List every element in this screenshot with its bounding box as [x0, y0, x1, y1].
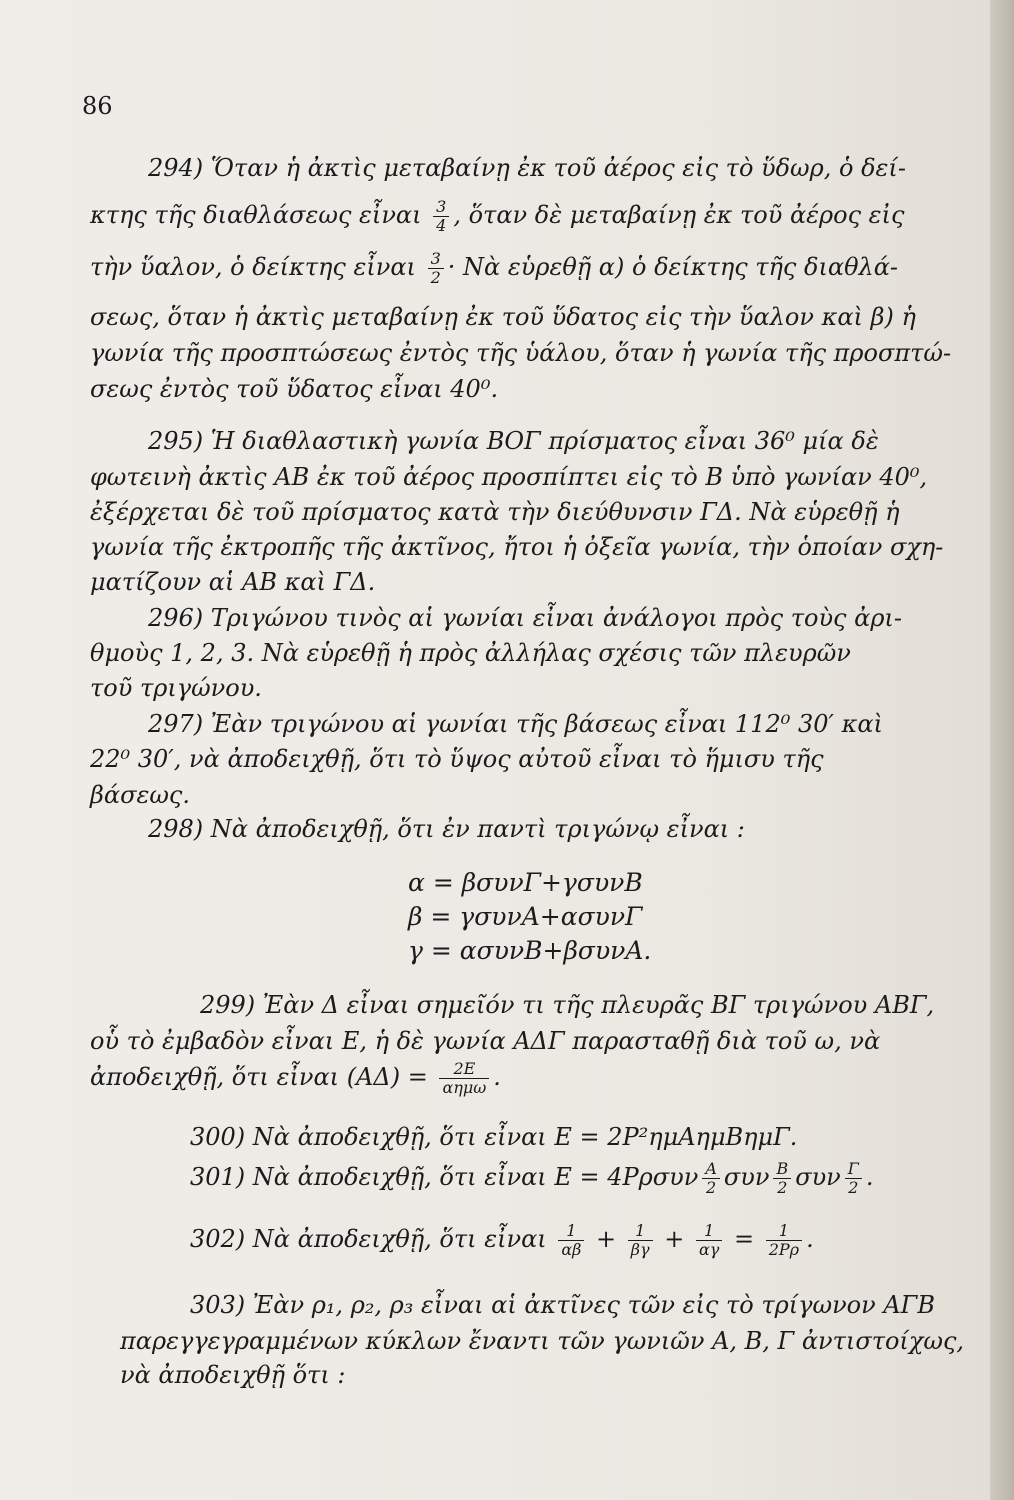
p297-line-3: βάσεως. [90, 781, 190, 809]
fraction-G-half: $\frac{\Gamma}{2}$ [845, 1160, 862, 1197]
p294-line-3: τὴν ὕαλον, ὁ δείκτης εἶναι $\frac{3}{2}$ · Νὰ εὑρεθῇ α) ὁ δείκτης τῆς διαθλά- [90, 249, 899, 287]
fraction-A-half: $\frac{A}{2}$ [702, 1160, 720, 1197]
p301-line: 301) Νὰ ἀποδειχθῇ, ὅτι εἶναι Ε = 4Ρρσυν $\frac{A}{2}$ συν $\frac{B}{2}$ συν $\frac{\Gamma}{2}$ . [190, 1159, 874, 1197]
p295-line-4: γωνία τῆς ἐκτροπῆς τῆς ἀκτῖνος, ἤτοι ἡ ὀξεῖα γωνία, τὴν ὁποίαν σχη- [90, 533, 944, 561]
p295-line-3: ἐξέρχεται δὲ τοῦ πρίσματος κατὰ τὴν διεύθυνσιν ΓΔ. Νὰ εὑρεθῇ ἡ [90, 498, 900, 526]
p303-line-1: 303) Ἐὰν ρ₁, ρ₂, ρ₃ εἶναι αἱ ἀκτῖνες τῶν εἰς τὸ τρίγωνον ΑΓΒ [190, 1291, 935, 1319]
fraction-1-over-bg: $\frac{1}{\beta\gamma}$ [628, 1222, 653, 1259]
fraction-1-over-ag: $\frac{1}{\alpha\gamma}$ [696, 1222, 722, 1259]
p296-line-2: θμοὺς 1, 2, 3. Νὰ εὑρεθῇ ἡ πρὸς ἀλλήλας σχέσις τῶν πλευρῶν [90, 639, 851, 667]
page-edge [990, 0, 1014, 1500]
p298-equation-3: γ = ασυνΒ+βσυνΑ. [408, 936, 652, 965]
p299-line-3: ἀποδειχθῇ, ὅτι εἶναι (ΑΔ) = $\frac{2E}{\text{αημω}}$ . [90, 1059, 501, 1097]
p294-line-6: σεως ἐντὸς τοῦ ὕδατος εἶναι 40⁰. [90, 375, 499, 403]
p303-line-2: παρεγγεγραμμένων κύκλων ἔναντι τῶν γωνιῶν Α, Β, Γ ἀντιστοίχως, [120, 1327, 965, 1355]
p294-line-5: γωνία τῆς προσπτώσεως ἐντὸς τῆς ὑάλου, ὅταν ἡ γωνία τῆς προσπτώ- [90, 339, 952, 367]
fraction-B-half: $\frac{B}{2}$ [773, 1160, 791, 1197]
p298-line-1: 298) Νὰ ἀποδειχθῇ, ὅτι ἐν παντὶ τριγώνῳ εἶναι : [148, 815, 745, 843]
p297-line-1: 297) Ἐὰν τριγώνου αἱ γωνίαι τῆς βάσεως εἶναι 112⁰ 30′ καὶ [148, 710, 883, 738]
p302-line: 302) Νὰ ἀποδειχθῇ, ὅτι εἶναι $\frac{1}{\alpha\beta}$ + $\frac{1}{\beta\gamma}$ + $\frac{1}{\alpha\gamma}$ = $\frac{1}{2P\rho}$ . [190, 1221, 814, 1259]
p303-line-3: νὰ ἀποδειχθῇ ὅτι : [120, 1361, 346, 1389]
p294-line-4: σεως, ὅταν ἡ ἀκτὶς μεταβαίνῃ ἐκ τοῦ ὕδατος εἰς τὴν ὕαλον καὶ β) ἡ [90, 303, 916, 331]
fraction-1-over-ab: $\frac{1}{\alpha\beta}$ [558, 1222, 584, 1259]
p298-equation-1: α = βσυνΓ+γσυνΒ [408, 868, 643, 897]
p294-line-2: κτης τῆς διαθλάσεως εἶναι $\frac{3}{4}$ , ὅταν δὲ μεταβαίνῃ ἐκ τοῦ ἀέρος εἰς [90, 197, 905, 235]
p295-line-1: 295) Ἡ διαθλαστικὴ γωνία ΒΟΓ πρίσματος εἶναι 36⁰ μία δὲ [148, 427, 879, 455]
fraction-1-over-2Pr: $\frac{1}{2P\rho}$ [766, 1222, 802, 1259]
p295-line-5: ματίζουν αἱ ΑΒ καὶ ΓΔ. [90, 568, 376, 596]
p299-line-2: οὗ τὸ ἐμβαδὸν εἶναι Ε, ἡ δὲ γωνία ΑΔΓ παρασταθῇ διὰ τοῦ ω, νὰ [90, 1027, 881, 1055]
p300-line: 300) Νὰ ἀποδειχθῇ, ὅτι εἶναι Ε = 2Ρ²ημΑημΒημΓ. [190, 1123, 798, 1151]
p295-line-2: φωτεινὴ ἀκτὶς ΑΒ ἐκ τοῦ ἀέρος προσπίπτει εἰς τὸ Β ὑπὸ γωνίαν 40⁰, [90, 463, 928, 491]
fraction-three-halves: $\frac{3}{2}$ [428, 250, 444, 287]
fraction-2E-over-eta: $\frac{2E}{\text{αημω}}$ [439, 1060, 489, 1097]
p294-line-1: 294) Ὅταν ἡ ἀκτὶς μεταβαίνῃ ἐκ τοῦ ἀέρος εἰς τὸ ὕδωρ, ὁ δεί- [148, 154, 906, 182]
fraction-three-quarters: $\frac{3}{4}$ [433, 198, 449, 235]
p296-line-3: τοῦ τριγώνου. [90, 674, 262, 702]
p297-line-2: 22⁰ 30′, νὰ ἀποδειχθῇ, ὅτι τὸ ὕψος αὐτοῦ εἶναι τὸ ἥμισυ τῆς [90, 745, 824, 773]
p298-equation-2: β = γσυνΑ+ασυνΓ [408, 902, 643, 931]
page-number: 86 [82, 92, 113, 120]
p296-line-1: 296) Τριγώνου τινὸς αἱ γωνίαι εἶναι ἀνάλογοι πρὸς τοὺς ἀρι- [148, 604, 902, 632]
p299-line-1: 299) Ἐὰν Δ εἶναι σημεῖόν τι τῆς πλευρᾶς ΒΓ τριγώνου ΑΒΓ, [200, 991, 935, 1019]
